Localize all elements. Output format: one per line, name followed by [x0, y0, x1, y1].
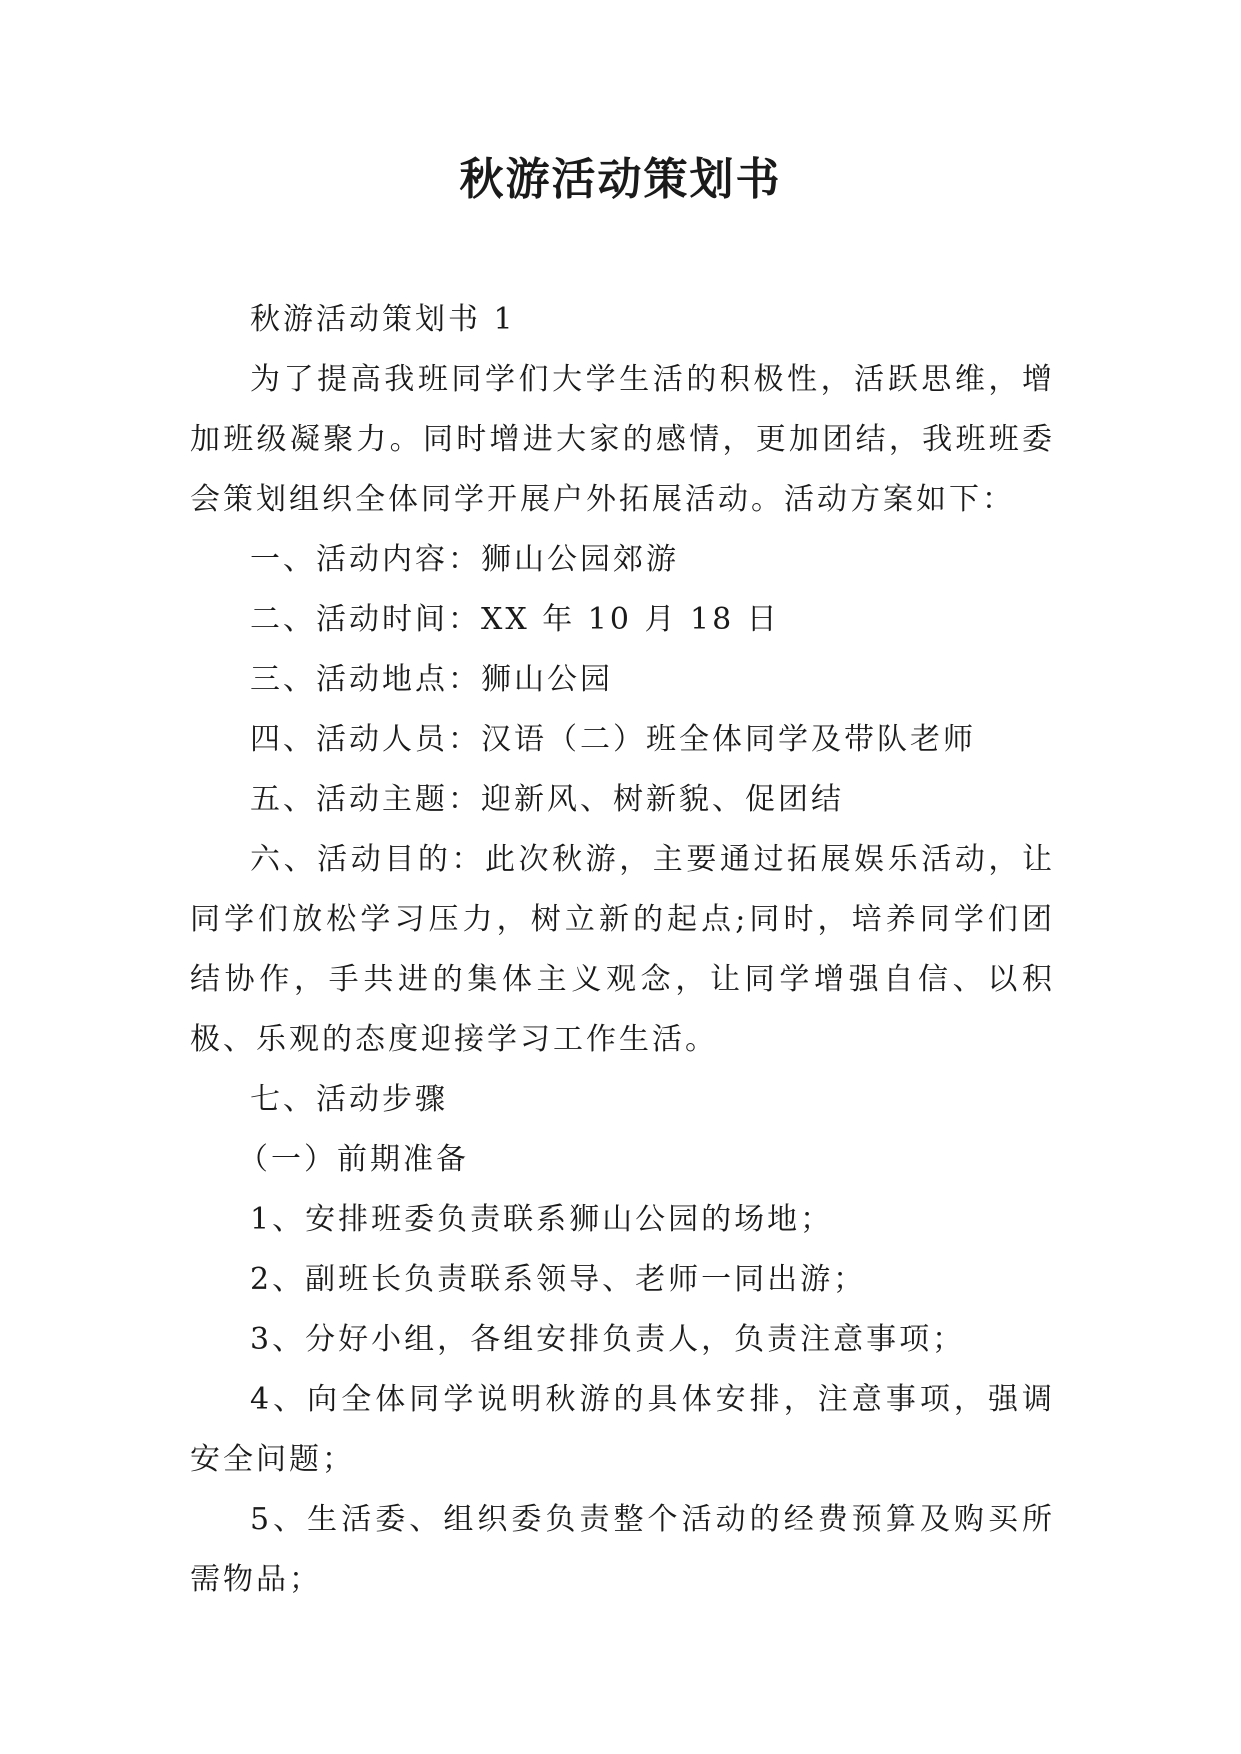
item-theme: 五、活动主题：迎新风、树新貌、促团结 — [250, 782, 844, 817]
subsection-heading: （一）前期准备 — [238, 1142, 469, 1177]
intro-paragraph: 为了提高我班同学们大学生活的积极性，活跃思维，增加班级凝聚力。同时增进大家的感情，更加团结，我班班委会策划组织全体同学开展户外拓展活动。活动方案如下： — [190, 362, 1055, 517]
document-body — [190, 290, 1055, 1610]
step-item: 1、安排班委负责联系狮山公园的场地； — [250, 1202, 834, 1237]
step-item: 5、生活委、组织委负责整个活动的经费预算及购买所需物品； — [190, 1502, 1055, 1597]
step-item: 2、副班长负责联系领导、老师一同出游； — [250, 1262, 867, 1297]
item-participants: 四、活动人员：汉语（二）班全体同学及带队老师 — [250, 722, 976, 757]
step-item: 3、分好小组，各组安排负责人，负责注意事项； — [250, 1322, 966, 1357]
document-title: 秋游活动策划书 — [459, 154, 782, 205]
item-content: 一、活动内容：狮山公园郊游 — [250, 542, 679, 577]
item-time: 二、活动时间：XX 年 10 月 18 日 — [250, 602, 780, 637]
item-steps-heading: 七、活动步骤 — [250, 1082, 448, 1117]
step-item: 4、向全体同学说明秋游的具体安排，注意事项，强调安全问题； — [190, 1382, 1055, 1477]
item-purpose: 六、活动目的：此次秋游，主要通过拓展娱乐活动，让同学们放松学习压力，树立新的起点;同时，培养同学们团结协作，手共进的集体主义观念，让同学增强自信、以积极、乐观的态度迎接学习工作生活。 — [190, 842, 1055, 1057]
section-heading: 秋游活动策划书 1 — [250, 302, 516, 337]
item-location: 三、活动地点：狮山公园 — [250, 662, 613, 697]
